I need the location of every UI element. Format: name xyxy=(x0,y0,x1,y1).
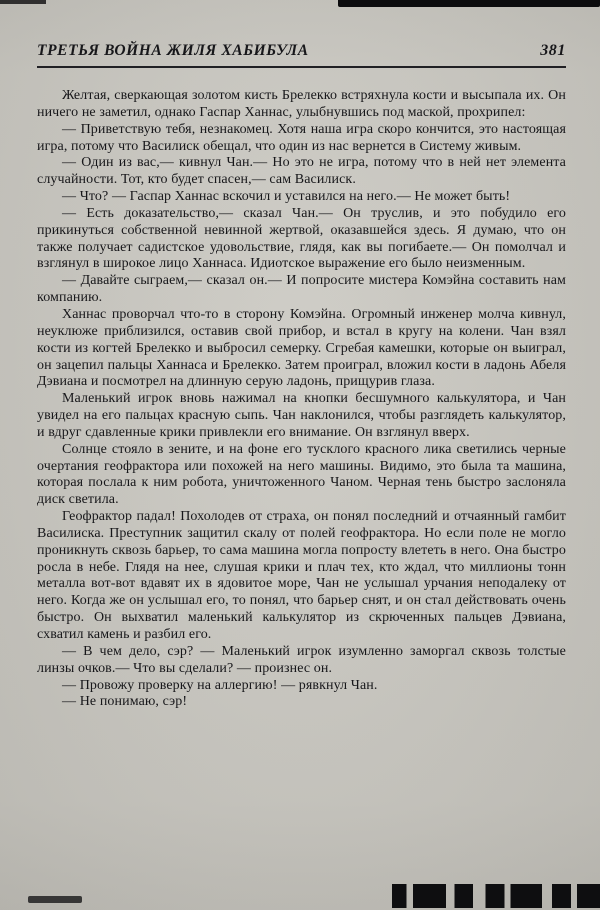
paragraph: — Один из вас,— кивнул Чан.— Но это не игра, потому что в ней нет элемента случайности. Тот, кто будет спасен,— сам Василиск. xyxy=(37,155,566,188)
page-number: 381 xyxy=(540,42,566,59)
scan-artifact-bottom-left xyxy=(28,896,82,903)
paragraph: — Давайте сыграем,— сказал он.— И попросите мистера Комэйна составить нам компанию. xyxy=(37,273,566,306)
paragraph: — Не понимаю, сэр! xyxy=(62,694,188,710)
scan-artifact-barcode xyxy=(392,884,600,908)
paragraph: Ханнас проворчал что-то в сторону Комэйна. Огромный инженер молча кивнул, неуклюже приблизился, оставив свой прибор, и встал в кругу на колени. Чан взял кости из когтей Брелекко и выбросил семерку. Сгребая камешки, которые он выиграл, он зацепил пальцы Ханнаса и Брелекко. Затем проиграл, вложил кости в ладонь Абеля Дэвиана и посмотрел на длинную серую ладонь, прищурив глаза. xyxy=(37,306,566,390)
scan-artifact-top-right xyxy=(338,0,600,7)
paragraph: Солнце стояло в зените, и на фоне его тусклого красного лика светились черные очертания геофрактора или похожей на него машины. Видимо, это была та машина, которая послала к ним робота, уничтоженного Чаном. Черная тень быстро заслоняла диск светила. xyxy=(37,441,566,508)
paragraph: — Что? — Гаспар Ханнас вскочил и уставился на него.— Не может быть! xyxy=(62,189,511,205)
paragraph: — Приветствую тебя, незнакомец. Хотя наша игра скоро кончится, это настоящая игра, потому что Василиск обещал, что один из нас вернется в Систему живым. xyxy=(37,121,566,154)
paragraph: — Есть доказательство,— сказал Чан.— Он труслив, и это побудило его прикинуться собственной невинной жертвой, оказавшейся здесь. Я думаю, что он также получает садистское удовольствие, глядя, как вы погибаете.— Он помолчал и взглянул в широкое лицо Ханнаса. Идиотское выражение его было неизменным. xyxy=(37,205,566,272)
scan-artifact-top-left xyxy=(0,0,46,4)
running-head xyxy=(37,42,566,68)
paragraph: — Провожу проверку на аллергию! — рявкнул Чан. xyxy=(62,677,378,693)
paragraph: Маленький игрок вновь нажимал на кнопки бесшумного калькулятора, и Чан увидел на его пальцах красную сыпь. Чан наклонился, чтобы разглядеть калькулятор, и вдруг сдавленные крики привлекли его внимание. Он взглянул вверх. xyxy=(37,391,566,440)
paragraph: Геофрактор падал! Похолодев от страха, он понял последний и отчаянный гамбит Василиска. Преступник защитил скалу от полей геофрактора. Но если поле не могло проникнуть сквозь барьер, то сама машина могла попросту влететь в него. Она быстро росла в небе. Глядя на нее, слушая крики и плач тех, кто ждал, что миллионы тонн металла вот-вот вдавят их в ядовитое море, Чан не услышал урчания неподалеку от него. Когда же он услышал его, то понял, что барьер снят, и он стал действовать очень быстро. Он выхватил маленький калькулятор из скрюченных пальцев Дэвиана, схватил камень и разбил его. xyxy=(37,509,566,642)
body-text xyxy=(37,88,566,711)
chapter-title: ТРЕТЬЯ ВОЙНА ЖИЛЯ ХАБИБУЛА xyxy=(37,42,309,59)
paragraph: — В чем дело, сэр? — Маленький игрок изумленно заморгал сквозь толстые линзы очков.— Что вы сделали? — произнес он. xyxy=(37,643,566,676)
paragraph: Желтая, сверкающая золотом кисть Брелекко встряхнула кости и высыпала их. Он ничего не заметил, однако Гаспар Ханнас, улыбнувшись под маской, прохрипел: xyxy=(37,88,566,120)
